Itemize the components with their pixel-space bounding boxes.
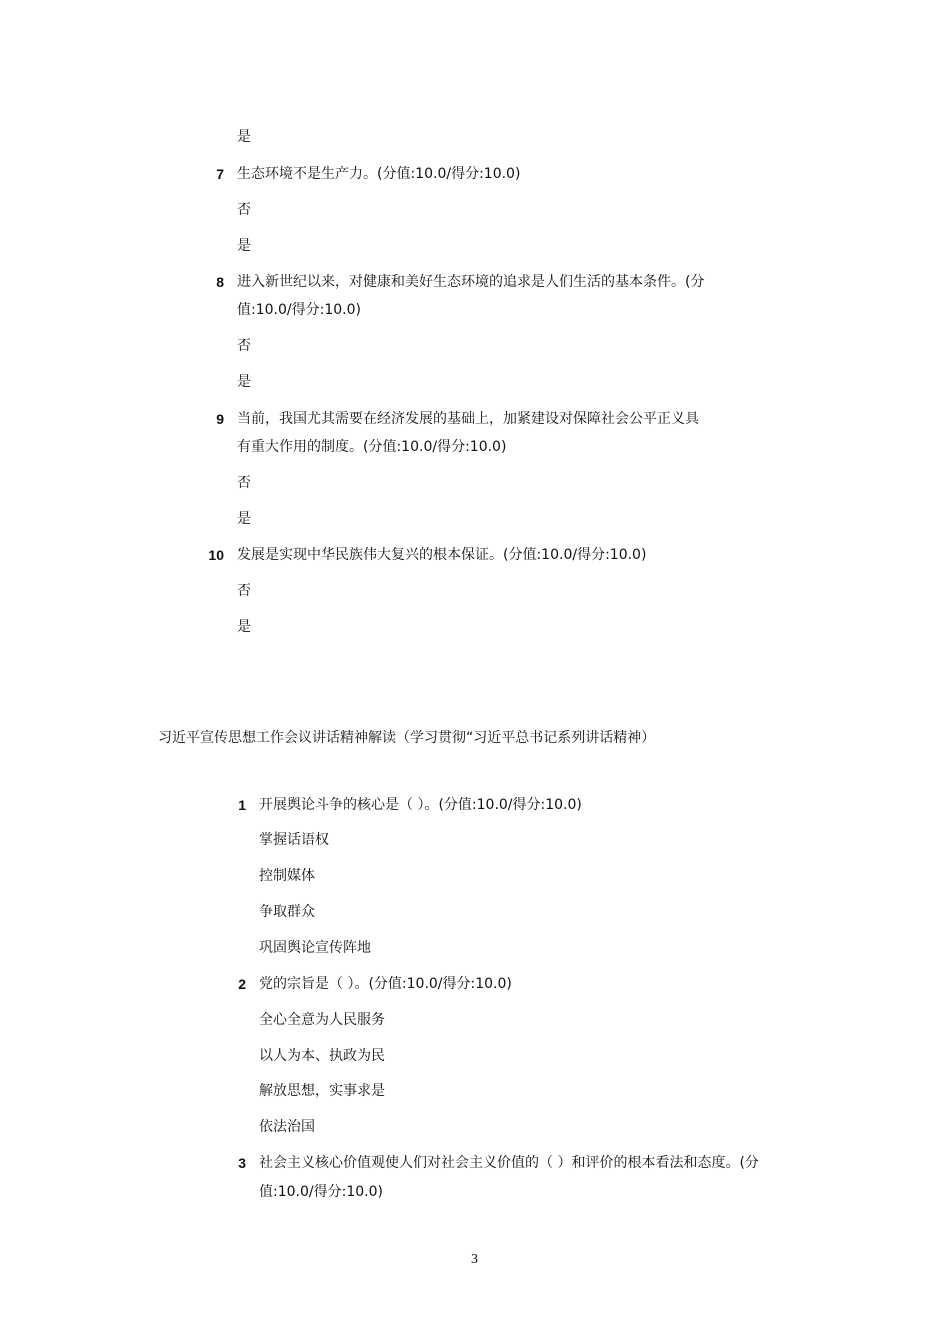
option-text: 是 <box>237 374 251 390</box>
option-text: 否 <box>237 202 251 218</box>
option-text: 否 <box>237 583 251 599</box>
question-text: 开展舆论斗争的核心是（ ）。(分值:10.0/得分:10.0) <box>259 797 582 813</box>
question-number: 2 <box>238 976 246 992</box>
question-number: 3 <box>238 1155 246 1171</box>
question-text: 发展是实现中华民族伟大复兴的根本保证。(分值:10.0/得分:10.0) <box>237 547 647 563</box>
option-text: 是 <box>237 511 251 527</box>
option-text: 否 <box>237 475 251 491</box>
question-number: 9 <box>216 411 224 427</box>
question-text-cont: 值:10.0/得分:10.0) <box>259 1184 383 1200</box>
question-number: 7 <box>216 166 224 182</box>
question-text: 当前，我国尤其需要在经济发展的基础上，加紧建设对保障社会公平正义具 <box>237 411 699 427</box>
option-text: 争取群众 <box>259 904 315 920</box>
page-number: 3 <box>471 1252 478 1267</box>
option-text: 是 <box>237 619 251 635</box>
question-text: 社会主义核心价值观使人们对社会主义价值的（ ）和评价的根本看法和态度。(分 <box>259 1155 759 1171</box>
option-text: 巩固舆论宣传阵地 <box>259 940 371 956</box>
option-text: 是 <box>237 129 251 145</box>
option-text: 是 <box>237 238 251 254</box>
question-number: 8 <box>216 274 224 290</box>
question-text: 党的宗旨是（ ）。(分值:10.0/得分:10.0) <box>259 976 512 992</box>
section-title: 习近平宣传思想工作会议讲话精神解读（学习贯彻“习近平总书记系列讲话精神） <box>158 730 656 746</box>
question-text: 进入新世纪以来，对健康和美好生态环境的追求是人们生活的基本条件。(分 <box>237 274 705 290</box>
option-text: 否 <box>237 338 251 354</box>
question-text-cont: 值:10.0/得分:10.0) <box>237 302 361 318</box>
question-text: 生态环境不是生产力。(分值:10.0/得分:10.0) <box>237 166 521 182</box>
question-number: 1 <box>238 797 246 813</box>
option-text: 全心全意为人民服务 <box>259 1012 385 1028</box>
option-text: 依法治国 <box>259 1119 315 1135</box>
option-text: 解放思想，实事求是 <box>259 1083 385 1099</box>
question-number: 10 <box>208 547 224 563</box>
option-text: 控制媒体 <box>259 868 315 884</box>
question-text-cont: 有重大作用的制度。(分值:10.0/得分:10.0) <box>237 439 507 455</box>
option-text: 以人为本、执政为民 <box>259 1048 385 1064</box>
option-text: 掌握话语权 <box>259 832 329 848</box>
